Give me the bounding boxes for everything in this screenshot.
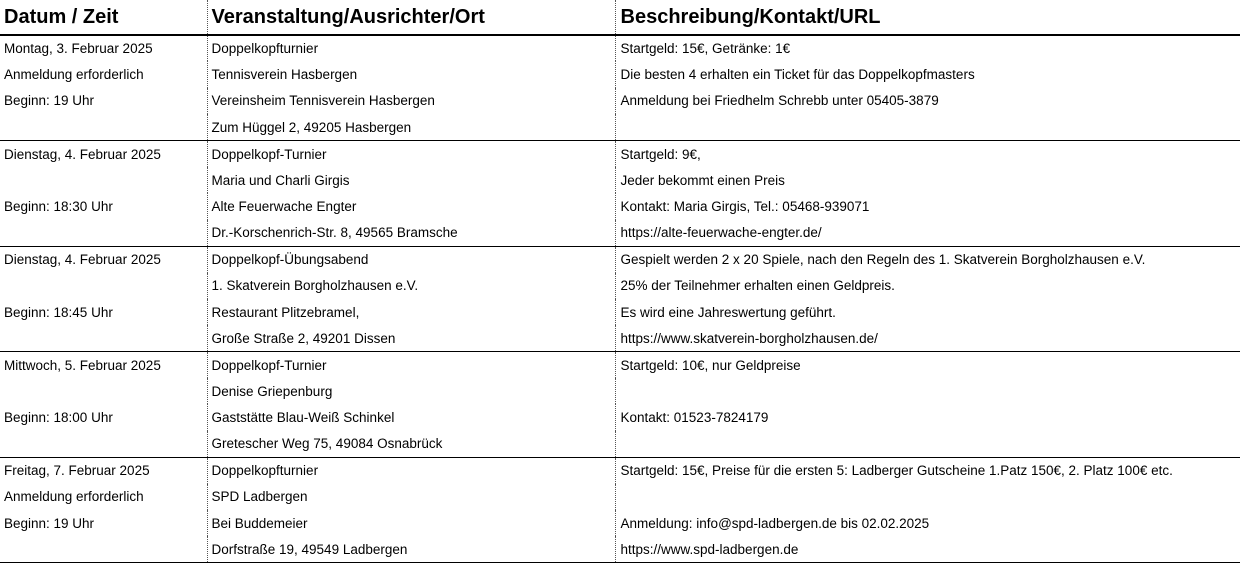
table-row <box>0 378 1240 404</box>
event-cell: Gaststätte Blau-Weiß Schinkel <box>207 404 615 430</box>
table-row <box>0 457 1240 483</box>
event-cell: Vereinsheim Tennisverein Hasbergen <box>207 88 615 114</box>
table-row <box>0 167 1240 193</box>
event-cell: Zum Hüggel 2, 49205 Hasbergen <box>207 114 615 140</box>
event-cell: Doppelkopfturnier <box>207 35 615 61</box>
event-cell: Maria und Charli Girgis <box>207 167 615 193</box>
table-row <box>0 220 1240 246</box>
description-cell: Anmeldung: info@spd-ladbergen.de bis 02.02.2025 <box>620 515 930 531</box>
description-cell: Die besten 4 erhalten ein Ticket für das Doppelkopfmasters <box>620 67 975 83</box>
description-cell: Startgeld: 15€, Preise für die ersten 5: Ladberger Gutscheine 1.Patz 150€, 2. Platz 100€ etc. <box>620 463 1173 479</box>
date-cell: Dienstag, 4. Februar 2025 <box>0 141 207 167</box>
table-row <box>0 404 1240 430</box>
description-cell: 25% der Teilnehmer erhalten einen Geldpreis. <box>620 278 895 294</box>
event-cell: Tennisverein Hasbergen <box>207 61 615 87</box>
description-cell: Jeder bekommt einen Preis <box>620 172 785 188</box>
date-cell: Anmeldung erforderlich <box>0 484 207 510</box>
date-cell: Beginn: 19 Uhr <box>0 510 207 536</box>
description-cell <box>615 484 1240 510</box>
table-row <box>0 273 1240 299</box>
description-cell <box>615 378 1240 404</box>
table-row <box>0 536 1240 562</box>
description-cell: Kontakt: Maria Girgis, Tel.: 05468-939071 <box>620 199 870 215</box>
event-cell: Alte Feuerwache Engter <box>207 193 615 219</box>
description-cell[interactable]: https://www.skatverein-borgholzhausen.de/ <box>615 325 1240 351</box>
date-cell <box>0 378 207 404</box>
event-cell: Doppelkopf-Turnier <box>207 141 615 167</box>
description-cell: Startgeld: 15€, Getränke: 1€ <box>620 41 791 57</box>
description-cell <box>615 431 1240 457</box>
date-cell <box>0 220 207 246</box>
table-row <box>0 431 1240 457</box>
table-row <box>0 114 1240 140</box>
event-cell: Dorfstraße 19, 49549 Ladbergen <box>207 536 615 562</box>
date-cell <box>0 431 207 457</box>
description-cell: Es wird eine Jahreswertung geführt. <box>620 304 836 320</box>
event-cell: Dr.-Korschenrich-Str. 8, 49565 Bramsche <box>207 220 615 246</box>
date-cell: Beginn: 18:45 Uhr <box>0 299 207 325</box>
event-cell: SPD Ladbergen <box>207 484 615 510</box>
date-cell <box>0 536 207 562</box>
date-cell: Freitag, 7. Februar 2025 <box>0 457 207 483</box>
date-cell: Beginn: 18:30 Uhr <box>0 193 207 219</box>
table-row <box>0 325 1240 351</box>
description-cell[interactable]: https://www.spd-ladbergen.de <box>615 536 1240 562</box>
header-row <box>0 0 1240 35</box>
date-cell <box>0 114 207 140</box>
table-row <box>0 510 1240 536</box>
table-row <box>0 35 1240 61</box>
date-cell <box>0 325 207 351</box>
event-cell: Denise Griepenburg <box>207 378 615 404</box>
event-cell: 1. Skatverein Borgholzhausen e.V. <box>207 273 615 299</box>
table-row <box>0 141 1240 167</box>
event-cell: Restaurant Plitzebramel, <box>207 299 615 325</box>
date-cell: Anmeldung erforderlich <box>0 61 207 87</box>
date-cell: Montag, 3. Februar 2025 <box>0 35 207 61</box>
description-cell: Kontakt: 01523-7824179 <box>620 410 769 426</box>
date-cell <box>0 273 207 299</box>
description-cell <box>615 114 1240 140</box>
table-row <box>0 246 1240 272</box>
date-cell: Mittwoch, 5. Februar 2025 <box>0 352 207 378</box>
table-row <box>0 352 1240 378</box>
description-cell: Anmeldung bei Friedhelm Schrebb unter 05405-3879 <box>620 93 939 109</box>
header-description-contact-url: Beschreibung/Kontakt/URL <box>615 0 1240 35</box>
event-cell: Doppelkopfturnier <box>207 457 615 483</box>
table-row <box>0 61 1240 87</box>
table-row <box>0 193 1240 219</box>
table-row <box>0 88 1240 114</box>
date-cell: Dienstag, 4. Februar 2025 <box>0 246 207 272</box>
date-cell: Beginn: 19 Uhr <box>0 88 207 114</box>
date-cell <box>0 167 207 193</box>
table-row <box>0 484 1240 510</box>
description-cell: Startgeld: 9€, <box>620 146 701 162</box>
event-cell: Große Straße 2, 49201 Dissen <box>207 325 615 351</box>
header-event-organizer-venue: Veranstaltung/Ausrichter/Ort <box>207 0 615 35</box>
description-cell: Gespielt werden 2 x 20 Spiele, nach den Regeln des 1. Skatverein Borgholzhausen e.V. <box>620 252 1146 268</box>
event-cell: Doppelkopf-Turnier <box>207 352 615 378</box>
date-cell: Beginn: 18:00 Uhr <box>0 404 207 430</box>
event-cell: Doppelkopf-Übungsabend <box>207 246 615 272</box>
description-cell: Startgeld: 10€, nur Geldpreise <box>620 357 801 373</box>
header-date-time: Datum / Zeit <box>0 0 207 35</box>
description-cell[interactable]: https://alte-feuerwache-engter.de/ <box>615 220 1240 246</box>
event-cell: Bei Buddemeier <box>207 510 615 536</box>
event-list <box>0 35 1240 563</box>
event-cell: Gretescher Weg 75, 49084 Osnabrück <box>207 431 615 457</box>
table-row <box>0 299 1240 325</box>
